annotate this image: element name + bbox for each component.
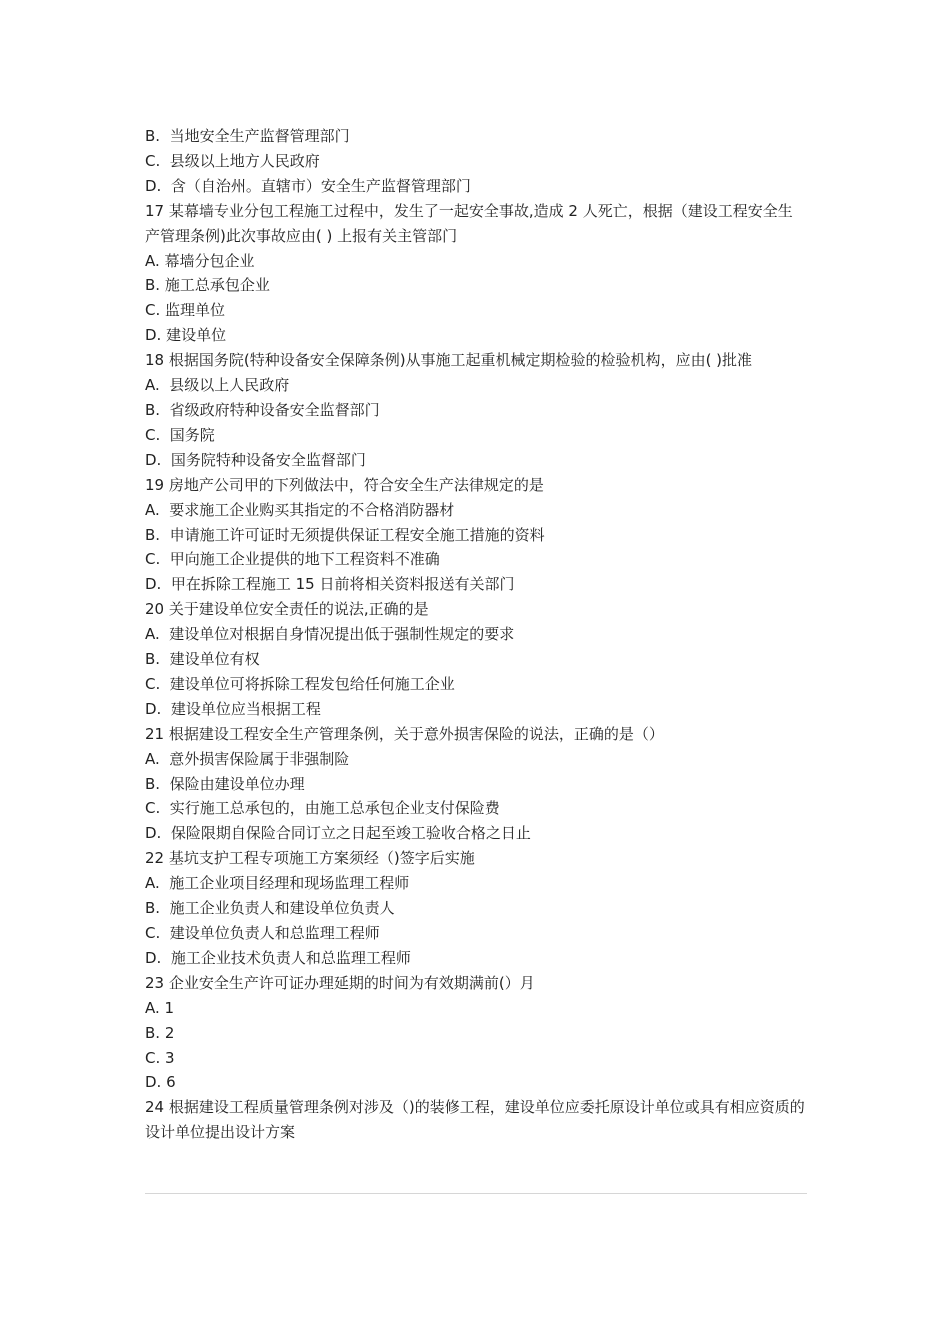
question-text: 19 房地产公司甲的下列做法中，符合安全生产法律规定的是 (145, 475, 544, 494)
document-body (145, 124, 807, 1145)
page-divider (145, 1193, 807, 1194)
answer-option: B. 2 (145, 1023, 175, 1042)
answer-option: B. 施工总承包企业 (145, 276, 270, 295)
answer-option: C. 甲向施工企业提供的地下工程资料不准确 (145, 550, 440, 569)
answer-option: C. 县级以上地方人民政府 (145, 151, 320, 170)
answer-option: D. 建设单位 (145, 326, 227, 345)
answer-option: A. 幕墙分包企业 (145, 251, 255, 270)
question-text: 20 关于建设单位安全责任的说法,正确的是 (145, 600, 429, 619)
answer-option: B. 施工企业负责人和建设单位负责人 (145, 899, 395, 918)
question-text: 22 基坑支护工程专项施工方案须经（)签字后实施 (145, 849, 475, 868)
question-text: 17 某幕墙专业分包工程施工过程中，发生了一起安全事故,造成 2 人死亡，根据（建设工程安全生产管理条例)此次事故应由( ) 上报有关主管部门 (145, 201, 793, 245)
answer-option: C. 3 (145, 1048, 175, 1067)
question-text: 23 企业安全生产许可证办理延期的时间为有效期满前(）月 (145, 973, 535, 992)
answer-option: D. 施工企业技术负责人和总监理工程师 (145, 948, 411, 967)
answer-option: D. 含（自治州。直辖市）安全生产监督管理部门 (145, 176, 471, 195)
answer-option: D. 6 (145, 1073, 176, 1092)
answer-option: A. 要求施工企业购买其指定的不合格消防器材 (145, 500, 455, 519)
answer-option: D. 保险限期自保险合同订立之日起至竣工验收合格之日止 (145, 824, 531, 843)
answer-option: C. 建设单位负责人和总监理工程师 (145, 924, 380, 942)
answer-option: A. 意外损害保险属于非强制险 (145, 749, 350, 768)
answer-option: C. 监理单位 (145, 301, 226, 320)
answer-option: C. 实行施工总承包的，由施工总承包企业支付保险费 (145, 799, 500, 818)
answer-option: B. 申请施工许可证时无须提供保证工程安全施工措施的资料 (145, 525, 545, 544)
answer-option: C. 建设单位可将拆除工程发包给任何施工企业 (145, 674, 455, 693)
answer-option: A. 县级以上人民政府 (145, 376, 290, 395)
answer-option: B. 当地安全生产监督管理部门 (145, 127, 350, 145)
answer-option: A. 1 (145, 998, 175, 1017)
question-text: 18 根据国务院(特种设备安全保障条例)从事施工起重机械定期检验的检验机构，应由( )批准 (145, 351, 753, 370)
answer-option: B. 保险由建设单位办理 (145, 774, 305, 793)
question-text: 24 根据建设工程质量管理条例对涉及（)的装修工程，建设单位应委托原设计单位或具有相应资质的设计单位提出设计方案 (145, 1098, 805, 1142)
answer-option: B. 建设单位有权 (145, 650, 260, 669)
answer-option: C. 国务院 (145, 425, 215, 444)
answer-option: A. 施工企业项目经理和现场监理工程师 (145, 874, 410, 893)
answer-option: D. 国务院特种设备安全监督部门 (145, 450, 366, 469)
answer-option: B. 省级政府特种设备安全监督部门 (145, 400, 380, 419)
answer-option: D. 建设单位应当根据工程 (145, 699, 321, 718)
answer-option: D. 甲在拆除工程施工 15 日前将相关资料报送有关部门 (145, 575, 515, 594)
question-text: 21 根据建设工程安全生产管理条例，关于意外损害保险的说法，正确的是（） (145, 724, 664, 743)
answer-option: A. 建设单位对根据自身情况提出低于强制性规定的要求 (145, 625, 515, 644)
